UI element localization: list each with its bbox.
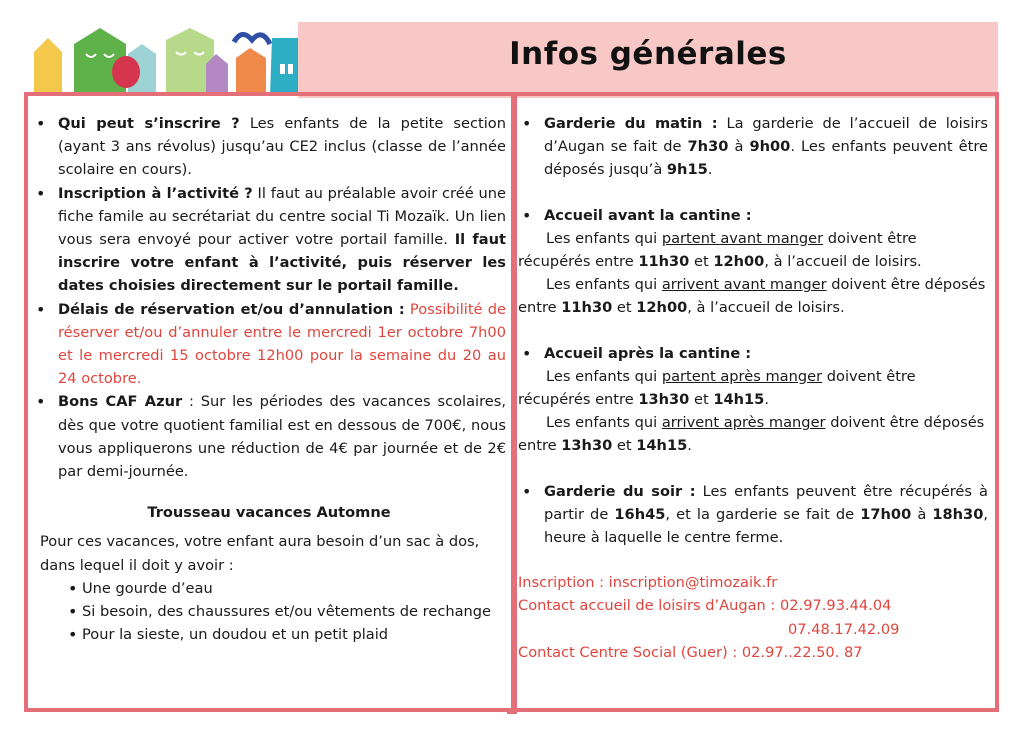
garderie-soir: • Garderie du soir : Les enfants peuvent être récupérés à partir de 16h45, et la garderie se fait de 17h00 à 18h30, heure à laquelle le centre ferme.: [518, 480, 988, 550]
accueil-apres-text-2: Les enfants qui arrivent après manger doivent être déposés entre 13h30 et 14h15.: [518, 414, 985, 455]
contact-accueil-phone-2: 07.48.17.42.09: [788, 620, 900, 638]
garderie-matin: • Garderie du matin : La garderie de l’accueil de loisirs d’Augan se fait de 7h30 à 9h00. Les enfants peuvent être déposés jusqu’à 9h15.: [518, 112, 988, 182]
trousseau-title: Trousseau vacances Automne: [147, 504, 391, 522]
contact-inscription: Inscription : inscription@timozaik.fr: [518, 574, 778, 592]
accueil-avant-text-1: Les enfants qui partent avant manger doivent être récupérés entre 11h30 et 12h00, à l’accueil de loisirs.: [518, 229, 922, 271]
column-divider: [511, 96, 517, 708]
bottom-tab: [507, 712, 517, 722]
info-item-booking-delays: • Délais de réservation et/ou d’annulation : Possibilité de réserver et/ou d’annuler entre le mercredi 1er octobre 7h00 et le mercredi 15 octobre 12h00 pour la semaine du 20 au 24 octobre.: [32, 298, 506, 391]
list-item: • Pour la sieste, un doudou et un petit plaid: [68, 623, 506, 646]
trousseau-list: [32, 577, 506, 647]
accueil-avant-heading: • Accueil avant la cantine :: [518, 204, 988, 227]
title-band: [298, 22, 998, 98]
accueil-apres-heading: • Accueil après la cantine :: [518, 342, 988, 365]
trousseau-intro: Pour ces vacances, votre enfant aura besoin d’un sac à dos, dans lequel il doit y avoir :: [40, 533, 480, 574]
accueil-apres-text-1: Les enfants qui partent après manger doivent être récupérés entre 13h30 et 14h15.: [518, 367, 916, 409]
accueil-avant-text-2: Les enfants qui arrivent avant manger doivent être déposés entre 11h30 et 12h00, à l’accueil de loisirs.: [518, 276, 986, 317]
left-column: [32, 112, 506, 646]
list-item: • Une gourde d’eau: [68, 577, 506, 600]
info-item-eligibility: • Qui peut s’inscrire ? Les enfants de la petite section (ayant 3 ans révolus) jusqu’au CE2 inclus (classe de l’année scolaire en cours).: [32, 112, 506, 182]
houses-decoration: [30, 24, 310, 96]
info-item-caf-vouchers: • Bons CAF Azur : Sur les périodes des vacances scolaires, dès que votre quotient familial est en dessous de 700€, nous vous appliquerons une réduction de 4€ par journée et de 2€ par demi-journée.: [32, 390, 506, 483]
right-column: [518, 112, 988, 664]
info-item-registration: • Inscription à l’activité ? Il faut au préalable avoir créé une fiche famile au secrétariat du centre social Ti Mozaïk. Un lien vous sera envoyé pour activer votre portail famille. Il faut inscrire votre enfant à l’activité, puis réserver les dates choisies directement sur le portail famille.: [32, 182, 506, 298]
contact-centre-social: Contact Centre Social (Guer) : 02.97..22.50. 87: [518, 643, 863, 661]
contact-accueil: Contact accueil de loisirs d’Augan : 02.97.93.44.04: [518, 597, 892, 615]
page-title: Infos générales: [509, 36, 787, 72]
list-item: • Si besoin, des chaussures et/ou vêtements de rechange: [68, 600, 506, 623]
